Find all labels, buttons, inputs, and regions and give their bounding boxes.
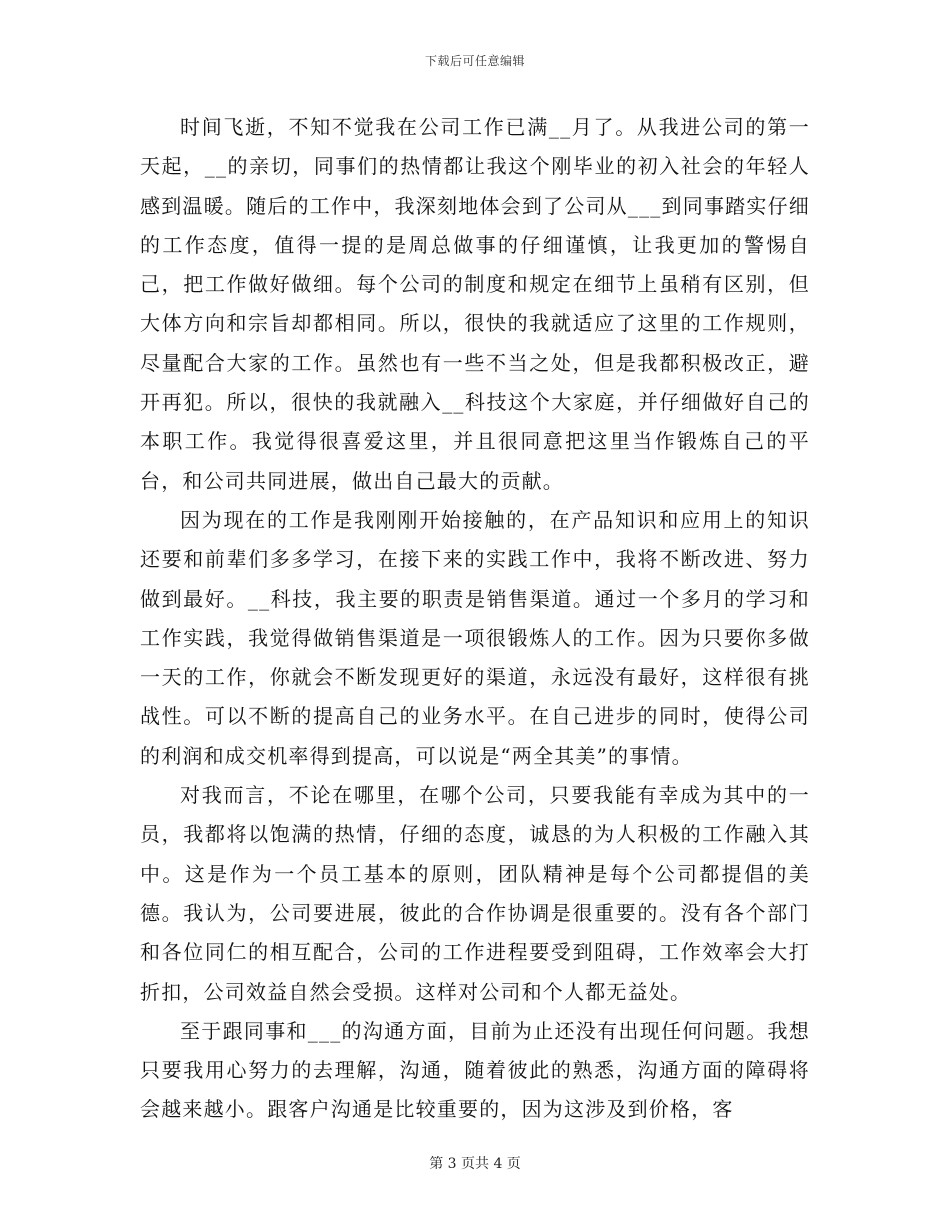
paragraph-4: 至于跟同事和___的沟通方面，目前为止还没有出现任何问题。我想只要我用心努力的去理解，沟通，随着彼此的熟悉，沟通方面的障碍将会越来越小。跟客户沟通是比较重要的，因为这涉及到价格，客: [140, 1018, 810, 1122]
paragraph-2: 因为现在的工作是我刚刚开始接触的，在产品知识和应用上的知识还要和前辈们多多学习，在接下来的实践工作中，我将不断改进、努力做到最好。__科技，我主要的职责是销售渠道。通过一个多月的学习和工作实践，我觉得做销售渠道是一项很锻炼人的工作。因为只要你多做一天的工作，你就会不断发现更好的渠道，永远没有最好，这样很有挑战性。可以不断的提高自己的业务水平。在自己进步的同时，使得公司的利润和成交机率得到提高，可以说是“两全其美”的事情。: [140, 507, 810, 768]
page-header: 下载后可任意编辑: [424, 54, 525, 68]
document-body: [140, 108, 810, 1130]
paragraph-1: 时间飞逝，不知不觉我在公司工作已满__月了。从我进公司的第一天起，__的亲切，同事们的热情都让我这个刚毕业的初入社会的年轻人感到温暖。随后的工作中，我深刻地体会到了公司从___到同事踏实仔细的工作态度，值得一提的是周总做事的仔细谨慎，让我更加的警惕自己，把工作做好做细。每个公司的制度和规定在细节上虽稍有区别，但大体方向和宗旨却都相同。所以，很快的我就适应了这里的工作规则，尽量配合大家的工作。虽然也有一些不当之处，但是我都积极改正，避开再犯。所以，很快的我就融入__科技这个大家庭，并仔细做好自己的本职工作。我觉得很喜爱这里，并且很同意把这里当作锻炼自己的平台，和公司共同进展，做出自己最大的贡献。: [140, 115, 810, 493]
paragraph-3: 对我而言，不论在哪里，在哪个公司，只要我能有幸成为其中的一员，我都将以饱满的热情，仔细的态度，诚恳的为人积极的工作融入其中。这是作为一个员工基本的原则，团队精神是每个公司都提倡的美德。我认为，公司要进展，彼此的合作协调是很重要的。没有各个部门和各位同仁的相互配合，公司的工作进程要受到阻碍，工作效率会大打折扣，公司效益自然会受损。这样对公司和个人都无益处。: [140, 783, 810, 1004]
page-number: 第 3 页共 4 页: [429, 1156, 521, 1172]
